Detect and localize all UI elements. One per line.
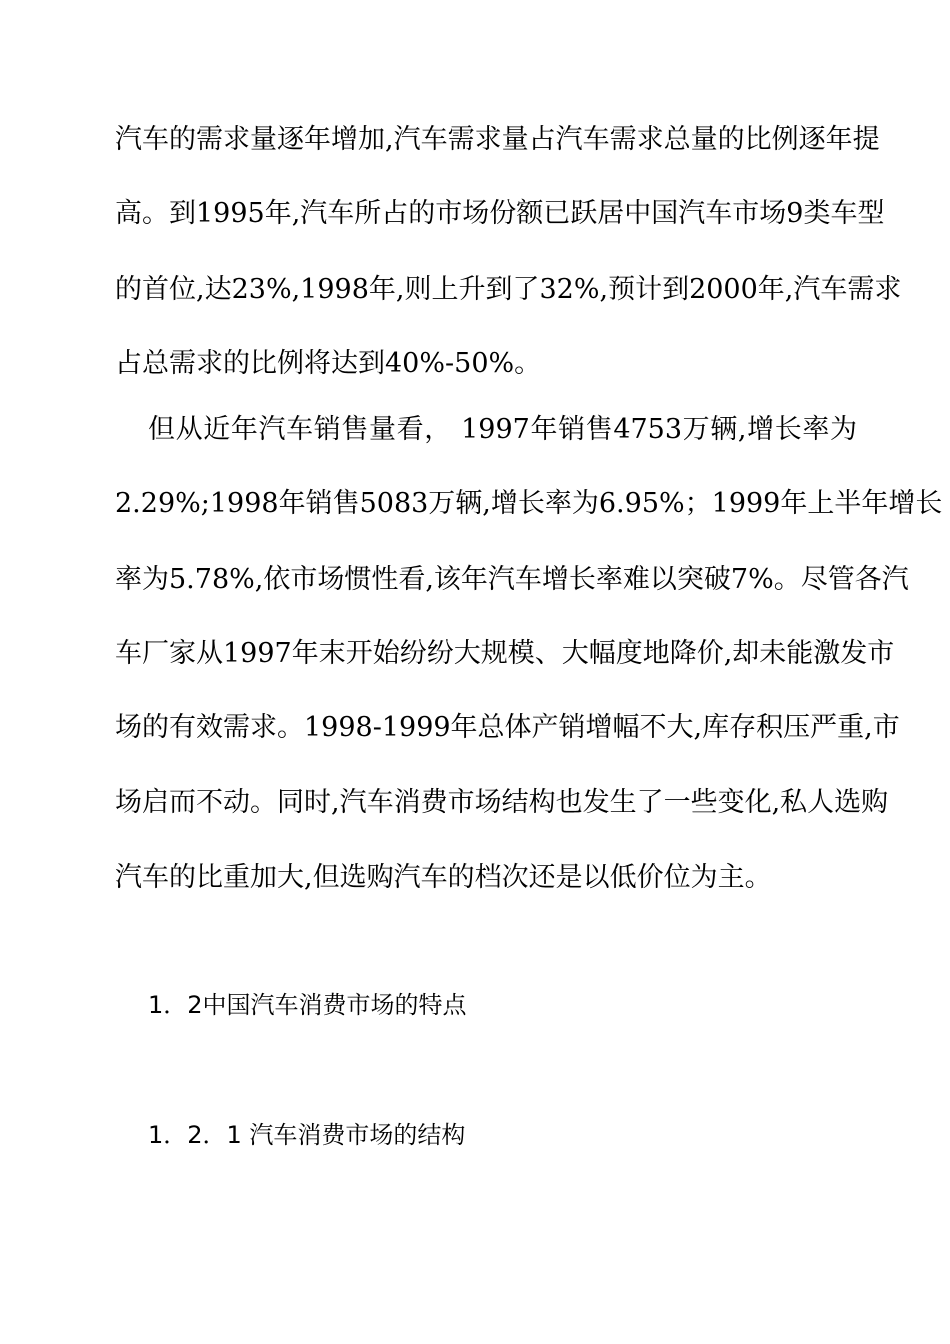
paragraph-line: 占总需求的比例将达到40%-50%。 [115, 348, 542, 379]
paragraph-line: 2.29%;1998年销售5083万辆,增长率为6.95%；1999年上半年增长 [115, 488, 943, 519]
subsection-heading: 1．2．1 汽车消费市场的结构 [148, 1121, 466, 1149]
paragraph-line: 汽车的需求量逐年增加,汽车需求量占汽车需求总量的比例逐年提 [115, 124, 880, 155]
paragraph-line: 场启而不动。同时,汽车消费市场结构也发生了一些变化,私人选购 [115, 787, 889, 818]
paragraph-line: 汽车的比重加大,但选购汽车的档次还是以低价位为主。 [115, 862, 772, 893]
paragraph-line: 率为5.78%,依市场惯性看,该年汽车增长率难以突破7%。尽管各汽 [115, 564, 909, 595]
paragraph-line: 场的有效需求。1998-1999年总体产销增幅不大,库存积压严重,市 [115, 712, 900, 743]
paragraph-line: 的首位,达23%,1998年,则上升到了32%,预计到2000年,汽车需求 [115, 274, 902, 305]
paragraph-line: 车厂家从1997年末开始纷纷大规模、大幅度地降价,却未能激发市 [115, 638, 895, 669]
section-heading: 1．2中国汽车消费市场的特点 [148, 991, 467, 1019]
paragraph-line: 高。到1995年,汽车所占的市场份额已跃居中国汽车市场9类车型 [115, 198, 885, 229]
paragraph-line: 但从近年汽车销售量看， 1997年销售4753万辆,增长率为 [148, 414, 857, 445]
